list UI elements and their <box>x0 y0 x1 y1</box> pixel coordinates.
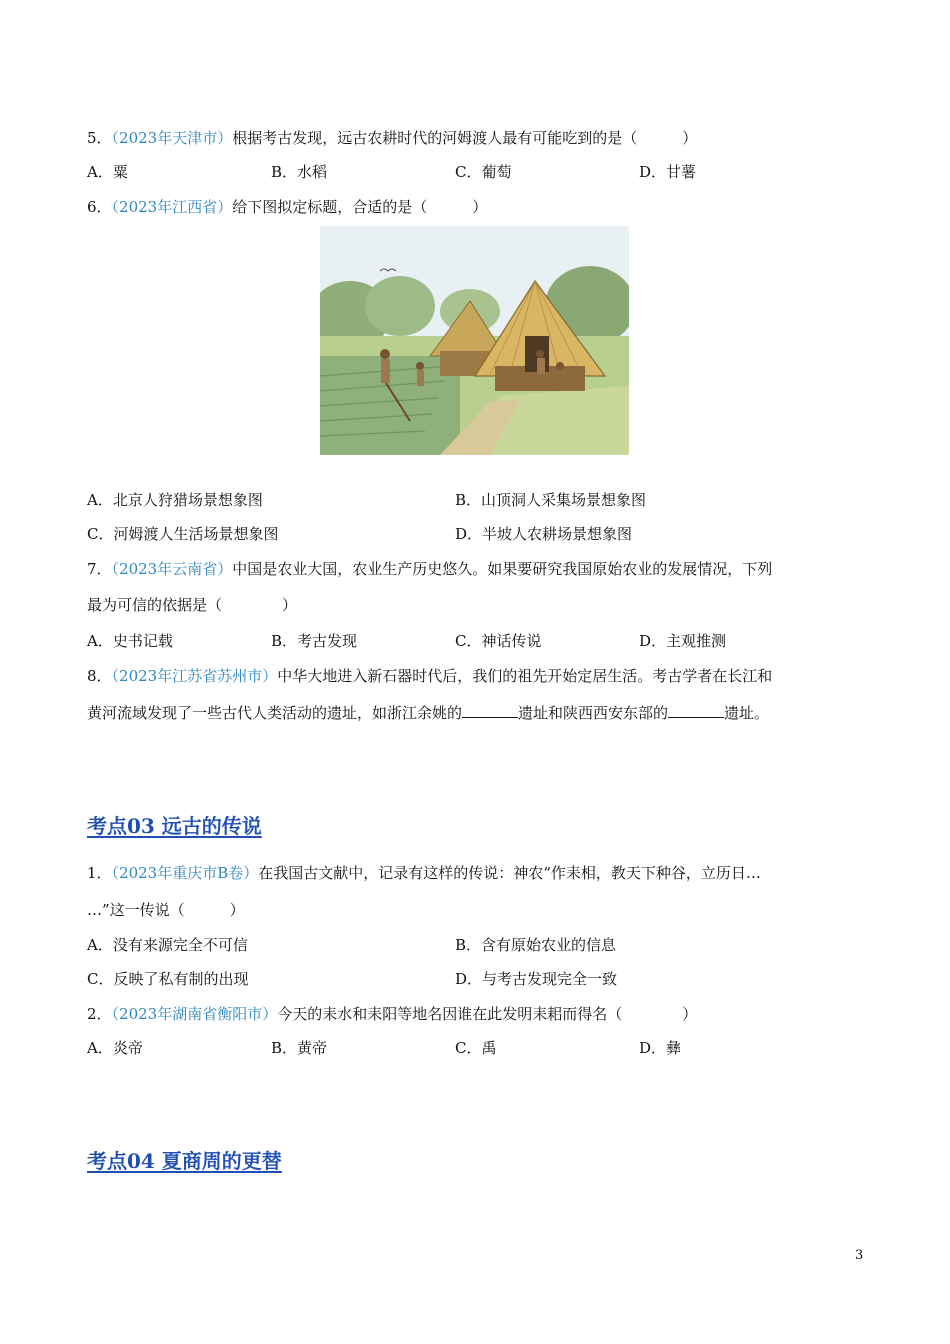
hemudu-scene-illustration <box>320 226 629 455</box>
q6-option-c: C．河姆渡人生活场景想象图 <box>87 525 279 543</box>
q7-option-d: D．主观推测 <box>639 632 727 650</box>
q6-option-b: B．山顶洞人采集场景想象图 <box>455 491 647 509</box>
s3q1-option-a: A．没有来源完全不可信 <box>87 936 248 954</box>
q7-option-c: C．神话传说 <box>455 632 542 650</box>
q5-option-a: A．粟 <box>87 163 128 181</box>
q6-option-a: A．北京人狩猎场景想象图 <box>87 491 263 509</box>
section-heading-03: 考点03 远古的传说 <box>87 814 262 838</box>
q6-option-d: D．半坡人农耕场景想象图 <box>455 525 633 543</box>
s3q1-option-d: D．与考古发现完全一致 <box>455 970 618 988</box>
q5-option-b: B．水稻 <box>271 163 328 181</box>
s3q2-option-c: C．禹 <box>455 1039 497 1057</box>
q6-source: （2023年江西省） <box>111 198 233 216</box>
q8-stem: 8．（2023年江苏省苏州市）中华大地进入新石器时代后，我们的祖先开始定居生活。考古学者在长江和 <box>87 667 773 685</box>
q7-stem: 7．（2023年云南省）中国是农业大国，农业生产历史悠久。如果要研究我国原始农业的发展情况，下列 <box>87 560 773 578</box>
page-number: 3 <box>855 1248 864 1263</box>
s3q2-option-b: B．黄帝 <box>271 1039 328 1057</box>
section-heading-04: 考点04 夏商周的更替 <box>87 1149 282 1173</box>
answer-blank-1[interactable] <box>462 703 518 718</box>
s3q2-option-a: A．炎帝 <box>87 1039 143 1057</box>
q5-option-d: D．甘薯 <box>639 163 697 181</box>
q5-option-c: C．葡萄 <box>455 163 512 181</box>
s3q2-option-d: D．彝 <box>639 1039 682 1057</box>
q7-source: （2023年云南省） <box>111 560 233 578</box>
q7-option-a: A．史书记载 <box>87 632 173 650</box>
q8-stem-cont: 黄河流域发现了一些古代人类活动的遗址，如浙江余姚的 遗址和陕西西安东部的 遗址。 <box>87 704 770 722</box>
q6-stem: 6．（2023年江西省）给下图拟定标题，合适的是（ ） <box>87 198 488 216</box>
s3q2-stem: 2．（2023年湖南省衡阳市）今天的耒水和耒阳等地名因谁在此发明耒耜而得名（ ） <box>87 1005 698 1023</box>
s3q2-source: （2023年湖南省衡阳市） <box>111 1005 278 1023</box>
s3q1-source: （2023年重庆市B卷） <box>111 864 259 882</box>
q5-stem: 5．（2023年天津市）根据考古发现，远古农耕时代的河姆渡人最有可能吃到的是（ ） <box>87 129 698 147</box>
s3q1-option-b: B．含有原始农业的信息 <box>455 936 617 954</box>
q7-stem-cont: 最为可信的依据是（ ） <box>87 596 298 614</box>
q8-source: （2023年江苏省苏州市） <box>111 667 278 685</box>
s3q1-stem-cont: …”这一传说（ ） <box>87 901 245 919</box>
s3q1-option-c: C．反映了私有制的出现 <box>87 970 249 988</box>
answer-blank-2[interactable] <box>668 703 724 718</box>
q5-source: （2023年天津市） <box>111 129 233 147</box>
q7-option-b: B．考古发现 <box>271 632 358 650</box>
s3q1-stem: 1．（2023年重庆市B卷）在我国古文献中，记录有这样的传说：神农“作耒相，教天下种谷，立历日… <box>87 864 761 882</box>
